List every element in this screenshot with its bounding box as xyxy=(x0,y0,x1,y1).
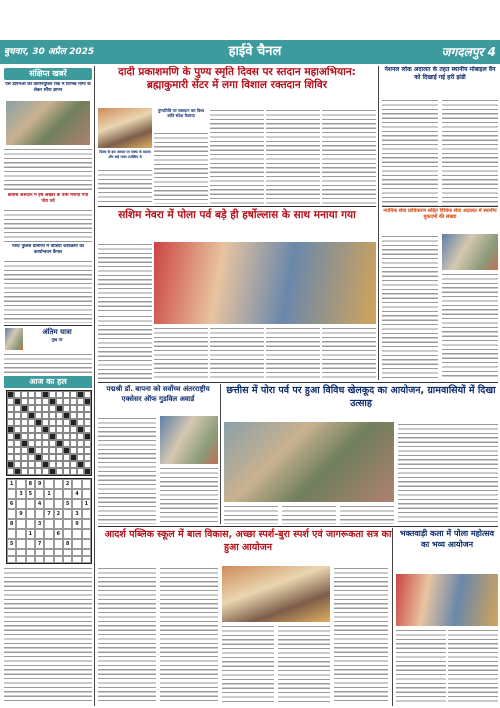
crossword-cell xyxy=(56,447,63,454)
school-body-col3 xyxy=(222,624,274,704)
crossword-cell xyxy=(56,454,63,461)
crossword-cell xyxy=(14,426,21,433)
crossword-cell xyxy=(70,447,77,454)
crossword-cell xyxy=(56,468,63,475)
crossword-cell xyxy=(14,461,21,468)
crossword-cell xyxy=(49,391,56,398)
bhajan-headline: भक्तवाड़ी कला में पोला महोत्सव का भव्य आयोजन xyxy=(399,529,495,549)
crossword-cell xyxy=(84,433,91,440)
crossword-cell xyxy=(70,454,77,461)
crossword-cell xyxy=(49,433,56,440)
lead-body-col5 xyxy=(322,108,376,204)
crossword-cell xyxy=(49,454,56,461)
crossword-cell xyxy=(42,419,49,426)
sudoku-cell xyxy=(72,479,81,489)
crossword-cell xyxy=(28,454,35,461)
sudoku-cell xyxy=(54,519,63,529)
crossword-cell xyxy=(70,426,77,433)
school-photo xyxy=(222,566,330,622)
sudoku-cell xyxy=(54,499,63,509)
crossword-cell xyxy=(21,440,28,447)
crossword-cell xyxy=(28,405,35,412)
crossword-cell xyxy=(42,461,49,468)
sudoku-cell xyxy=(16,556,25,563)
school-body-col1 xyxy=(98,566,156,704)
crossword-cell xyxy=(56,461,63,468)
crossword-cell xyxy=(56,440,63,447)
chhattisgarh-festival-headline: छत्तीस में पोरा पर्व पर हुआ विविध खेलकूद का आयोजन, ग्रामवासियों में दिखा उत्साह xyxy=(226,385,496,409)
festival-body-col4 xyxy=(210,326,264,380)
sudoku-cell xyxy=(16,529,25,539)
sudoku-cell xyxy=(44,556,53,563)
crossword-cell xyxy=(14,412,21,419)
sudoku-cell xyxy=(16,479,25,489)
crossword-cell xyxy=(77,412,84,419)
crossword-cell xyxy=(14,447,21,454)
crossword-cell xyxy=(7,398,14,405)
sudoku-cell xyxy=(82,529,91,539)
crossword-cell xyxy=(63,391,70,398)
sudoku-cell xyxy=(54,479,63,489)
crossword-cell xyxy=(35,454,42,461)
crossword-cell xyxy=(28,461,35,468)
divider xyxy=(98,206,376,207)
sudoku-cell xyxy=(16,519,25,529)
crossword-cell xyxy=(84,412,91,419)
sudoku-cell xyxy=(82,519,91,529)
lead-body-col3 xyxy=(210,108,264,204)
sudoku-cell xyxy=(7,556,16,563)
crossword-cell xyxy=(63,405,70,412)
sudoku-cell: 1 xyxy=(26,529,35,539)
lead-inset-photo xyxy=(98,108,152,148)
crossword-cell xyxy=(56,419,63,426)
crossword-cell xyxy=(14,419,21,426)
sudoku-cell xyxy=(35,549,44,556)
divider xyxy=(98,382,498,383)
crossword-cell xyxy=(70,398,77,405)
crossword-cell xyxy=(77,468,84,475)
crossword-cell xyxy=(70,461,77,468)
sudoku-cell: 6 xyxy=(7,499,16,509)
sudoku-cell xyxy=(72,499,81,509)
sudoku-cell: 3 xyxy=(16,489,25,499)
sudoku-cell xyxy=(63,529,72,539)
crossword-cell xyxy=(84,468,91,475)
obituary-headline: अंतिम यात्रा xyxy=(42,328,72,336)
sudoku-cell xyxy=(44,479,53,489)
crossword-cell xyxy=(84,461,91,468)
newspaper-title: हाईवे चैनल xyxy=(228,44,282,59)
sudoku-solution-grid xyxy=(6,478,92,564)
crossword-cell xyxy=(35,461,42,468)
crossword-cell xyxy=(14,433,21,440)
crossword-cell xyxy=(21,433,28,440)
sudoku-cell xyxy=(82,556,91,563)
sudoku-cell xyxy=(54,556,63,563)
puzzle-solution-title: आज का हल xyxy=(4,376,92,388)
crossword-cell xyxy=(21,461,28,468)
sudoku-cell xyxy=(35,509,44,519)
crossword-cell xyxy=(42,440,49,447)
crossword-cell xyxy=(49,412,56,419)
sudoku-cell xyxy=(44,529,53,539)
lead-subhead: पुण्यतिथि पर रक्तदान कर विश्व शांति संदेश फैलाया xyxy=(157,108,205,118)
brief1-headline: एस डीएमओ की प्रतिनियुक्ति रोक में विभिन्न मांगों के लेकर सौंपा ज्ञापन xyxy=(5,82,91,93)
divider xyxy=(382,206,498,207)
crossword-cell xyxy=(14,468,21,475)
crossword-cell xyxy=(21,454,28,461)
sudoku-cell xyxy=(63,549,72,556)
crossword-cell xyxy=(77,454,84,461)
sudoku-cell xyxy=(35,489,44,499)
crossword-cell xyxy=(84,426,91,433)
crossword-cell xyxy=(7,461,14,468)
sudoku-cell xyxy=(72,529,81,539)
crossword-cell xyxy=(21,468,28,475)
bhajan-body-col1 xyxy=(396,628,446,704)
sudoku-cell: 6 xyxy=(54,529,63,539)
crossword-cell xyxy=(84,419,91,426)
lead-body-col2 xyxy=(154,131,208,204)
divider xyxy=(98,526,498,527)
crossword-cell xyxy=(7,440,14,447)
sudoku-cell xyxy=(44,519,53,529)
crossword-cell xyxy=(7,412,14,419)
crossword-cell xyxy=(42,468,49,475)
crossword-cell xyxy=(28,398,35,405)
crossword-cell xyxy=(84,447,91,454)
sudoku-cell xyxy=(44,549,53,556)
award-headline: पद्मश्री डॉ. बापना को सर्वोच्च अंतरराष्ट्रीय एक्सेसर ऑफ गुडविल अवार्ड xyxy=(106,385,210,403)
sudoku-cell xyxy=(54,549,63,556)
sudoku-cell: 1 xyxy=(82,499,91,509)
sudoku-cell: 4 xyxy=(72,489,81,499)
brief1-body xyxy=(4,147,92,191)
crossword-cell xyxy=(7,433,14,440)
crossword-cell xyxy=(14,391,21,398)
legal-service-photo xyxy=(442,234,498,270)
crossword-cell xyxy=(70,440,77,447)
crossword-cell xyxy=(77,398,84,405)
sudoku-cell: 8 xyxy=(63,539,72,549)
crossword-cell xyxy=(35,405,42,412)
sudoku-cell: 5 xyxy=(26,489,35,499)
lead-body-col4 xyxy=(266,108,320,204)
sudoku-cell xyxy=(26,539,35,549)
school-body-col2 xyxy=(160,566,218,704)
obituary-portrait xyxy=(5,328,23,350)
school-body-col5 xyxy=(334,566,388,704)
sudoku-cell xyxy=(7,509,16,519)
crossword-cell xyxy=(70,419,77,426)
crossword-cell xyxy=(49,461,56,468)
sudoku-cell: 4 xyxy=(35,499,44,509)
sudoku-cell xyxy=(26,549,35,556)
sudoku-cell: 7 xyxy=(35,539,44,549)
left-bottom-text xyxy=(4,566,92,704)
crossword-cell xyxy=(63,461,70,468)
crossword-cell xyxy=(14,454,21,461)
crossword-cell xyxy=(35,419,42,426)
sudoku-cell: 1 xyxy=(7,479,16,489)
crossword-cell xyxy=(70,391,77,398)
crossword-cell xyxy=(7,405,14,412)
bhajan-photo xyxy=(396,574,498,626)
sudoku-cell: 3 xyxy=(72,509,81,519)
crossword-cell xyxy=(84,398,91,405)
legal-service-headline: न्यायिक सेवा प्राधिकरण सहित विधिक सेवा अदालत में स्थानीय मुकदमों की संख्या xyxy=(383,208,497,221)
column-divider xyxy=(94,66,95,706)
crossword-cell xyxy=(28,468,35,475)
sudoku-cell xyxy=(35,556,44,563)
festival-body-col3 xyxy=(154,326,208,380)
crossword-cell xyxy=(7,419,14,426)
sudoku-cell: 3 xyxy=(35,519,44,529)
crossword-cell xyxy=(84,440,91,447)
festival-photo xyxy=(154,242,376,324)
crossword-cell xyxy=(56,426,63,433)
crossword-cell xyxy=(35,391,42,398)
crossword-cell xyxy=(21,426,28,433)
sudoku-cell xyxy=(26,519,35,529)
crossword-cell xyxy=(49,447,56,454)
crossword-cell xyxy=(35,412,42,419)
sudoku-cell xyxy=(63,519,72,529)
crossword-cell xyxy=(42,405,49,412)
sudoku-cell xyxy=(44,539,53,549)
crossword-cell xyxy=(28,426,35,433)
brief2-body xyxy=(4,208,92,242)
crossword-cell xyxy=(21,391,28,398)
crossword-cell xyxy=(70,405,77,412)
crossword-cell xyxy=(63,454,70,461)
sudoku-cell xyxy=(54,489,63,499)
crossword-cell xyxy=(14,405,21,412)
obituary-body xyxy=(4,352,92,374)
sudoku-cell xyxy=(26,509,35,519)
crossword-cell xyxy=(35,468,42,475)
sudoku-cell: 1 xyxy=(44,489,53,499)
crossword-cell xyxy=(28,412,35,419)
crossword-cell xyxy=(49,426,56,433)
chhattisgarh-body-col3 xyxy=(340,504,394,524)
crossword-cell xyxy=(35,440,42,447)
column-divider xyxy=(392,528,393,706)
sudoku-cell xyxy=(16,549,25,556)
lok-adalat-body-col1 xyxy=(382,98,438,206)
crossword-cell xyxy=(28,433,35,440)
crossword-cell xyxy=(63,419,70,426)
sudoku-cell xyxy=(26,499,35,509)
sudoku-cell xyxy=(44,499,53,509)
sudoku-cell xyxy=(26,556,35,563)
festival-body-col5 xyxy=(266,326,320,380)
sudoku-cell xyxy=(7,489,16,499)
crossword-cell xyxy=(14,440,21,447)
sudoku-cell xyxy=(82,489,91,499)
column-divider xyxy=(378,66,379,380)
sudoku-cell xyxy=(7,549,16,556)
crossword-cell xyxy=(84,454,91,461)
crossword-cell xyxy=(42,398,49,405)
sudoku-cell xyxy=(16,499,25,509)
crossword-cell xyxy=(14,398,21,405)
crossword-cell xyxy=(84,391,91,398)
sudoku-cell xyxy=(63,556,72,563)
crossword-cell xyxy=(7,391,14,398)
crossword-cell xyxy=(70,468,77,475)
festival-body-col2 xyxy=(98,314,152,380)
crossword-cell xyxy=(7,468,14,475)
school-headline: आदर्श पब्लिक स्कूल में बाल विकास, अच्छा स्पर्श-बुरा स्पर्श एवं जागरूकता सत्र का हुआ आयोजन xyxy=(104,529,392,553)
sudoku-cell xyxy=(82,479,91,489)
edition-city: जगदलपुर 4 xyxy=(441,45,496,59)
divider xyxy=(4,325,92,326)
crossword-cell xyxy=(42,426,49,433)
brief-news-box-title: संक्षिप्त खबरें xyxy=(4,68,92,80)
obituary-subhead: मुख पर xyxy=(51,337,63,342)
chhattisgarh-body-col2 xyxy=(282,504,336,524)
brief2-headline: छत्तीस अंशदान में हर्ष अख्तर के पास मनाया गया पोरा पर्व xyxy=(7,193,89,204)
crossword-cell xyxy=(77,440,84,447)
bhajan-body-col2 xyxy=(448,628,498,704)
lead-body-col1 xyxy=(98,168,152,204)
crossword-cell xyxy=(7,447,14,454)
school-body-col4 xyxy=(278,624,330,704)
sudoku-cell: 5 xyxy=(63,499,72,509)
sudoku-cell: 9 xyxy=(72,519,81,529)
crossword-cell xyxy=(56,412,63,419)
crossword-cell xyxy=(35,426,42,433)
crossword-cell xyxy=(42,447,49,454)
crossword-cell xyxy=(77,419,84,426)
sudoku-cell xyxy=(82,509,91,519)
crossword-cell xyxy=(77,405,84,412)
sudoku-cell: 9 xyxy=(16,509,25,519)
crossword-cell xyxy=(70,433,77,440)
crossword-cell xyxy=(63,447,70,454)
crossword-cell xyxy=(42,454,49,461)
crossword-cell xyxy=(35,433,42,440)
lok-adalat-body-col2 xyxy=(442,98,498,206)
lead-inset-caption: दिवस के इस अवसर पर संस्था के सदस्य और कई भक्त उपस्थित थे xyxy=(99,150,151,159)
sudoku-cell xyxy=(63,489,72,499)
crossword-cell xyxy=(70,412,77,419)
lead-headline: दादी प्रकाशमणि के पुण्य स्मृति दिवस पर स्तदान महाअभियान: ब्रह्माकुमारी सेंटर में लगा विशाल रक्तदान शिविर xyxy=(118,66,356,91)
crossword-cell xyxy=(21,419,28,426)
crossword-cell xyxy=(7,454,14,461)
crossword-cell xyxy=(77,391,84,398)
sudoku-cell xyxy=(16,539,25,549)
sudoku-cell: 5 xyxy=(7,539,16,549)
crossword-cell xyxy=(63,426,70,433)
crossword-cell xyxy=(63,440,70,447)
crossword-cell xyxy=(56,405,63,412)
brief3-headline: पेशेंट पुलिस ग्रामीणों में वीडियो कार्यक्रमों का कार्यान्वयन कैंपस xyxy=(12,244,84,255)
sudoku-cell: 2 xyxy=(63,479,72,489)
sudoku-cell xyxy=(7,529,16,539)
crossword-cell xyxy=(77,447,84,454)
crossword-cell xyxy=(35,447,42,454)
award-photo xyxy=(160,416,218,464)
sudoku-cell xyxy=(82,539,91,549)
sudoku-cell xyxy=(35,529,44,539)
crossword-cell xyxy=(63,433,70,440)
festival-body-col1 xyxy=(98,242,152,312)
sudoku-cell xyxy=(63,509,72,519)
sudoku-cell: 7 xyxy=(44,509,53,519)
festival-headline: सशिम नेवरा में पोला पर्व बड़े ही हर्षोल्लास के साथ मनाया गया xyxy=(118,209,356,221)
crossword-cell xyxy=(42,433,49,440)
crossword-cell xyxy=(63,468,70,475)
chhattisgarh-photo xyxy=(224,422,394,502)
crossword-cell xyxy=(21,398,28,405)
crossword-cell xyxy=(56,433,63,440)
chhattisgarh-body-col4 xyxy=(398,422,498,524)
crossword-cell xyxy=(49,468,56,475)
crossword-cell xyxy=(56,398,63,405)
crossword-cell xyxy=(28,419,35,426)
crossword-cell xyxy=(49,398,56,405)
lok-adalat-headline: नेशनल लोक अदालत के तहत स्थानीय मोबाइल वैन को दिखाई गई हरी झंडी xyxy=(384,66,496,81)
crossword-cell xyxy=(49,440,56,447)
crossword-cell xyxy=(77,461,84,468)
brief3-body xyxy=(4,259,92,323)
issue-date: बुधवार, 30 अप्रैल 2025 xyxy=(4,47,95,57)
column-divider xyxy=(220,384,221,524)
crossword-cell xyxy=(56,391,63,398)
crossword-cell xyxy=(49,405,56,412)
crossword-cell xyxy=(35,398,42,405)
crossword-cell xyxy=(28,440,35,447)
sudoku-cell xyxy=(72,556,81,563)
festival-body-col6 xyxy=(322,326,376,380)
sudoku-cell xyxy=(82,549,91,556)
crossword-cell xyxy=(42,391,49,398)
crossword-cell xyxy=(63,412,70,419)
chhattisgarh-body-col1 xyxy=(224,504,278,524)
crossword-cell xyxy=(77,426,84,433)
sudoku-cell: 2 xyxy=(54,509,63,519)
sudoku-cell xyxy=(72,539,81,549)
award-body-col1 xyxy=(98,416,156,524)
crossword-cell xyxy=(7,426,14,433)
crossword-cell xyxy=(21,412,28,419)
crossword-cell xyxy=(28,391,35,398)
sudoku-cell xyxy=(72,549,81,556)
crossword-cell xyxy=(42,412,49,419)
crossword-cell xyxy=(28,447,35,454)
sudoku-cell: 8 xyxy=(26,479,35,489)
crossword-solution-grid xyxy=(6,390,92,476)
sudoku-cell: 8 xyxy=(7,519,16,529)
crossword-cell xyxy=(21,447,28,454)
crossword-cell xyxy=(77,433,84,440)
crossword-cell xyxy=(84,405,91,412)
crossword-cell xyxy=(21,405,28,412)
sudoku-cell xyxy=(54,539,63,549)
crossword-cell xyxy=(63,398,70,405)
legal-service-body-col1 xyxy=(382,234,438,378)
crossword-cell xyxy=(49,419,56,426)
award-body-col2 xyxy=(160,466,218,524)
sudoku-cell: 9 xyxy=(35,479,44,489)
brief1-photo xyxy=(6,101,90,145)
legal-service-body-col2 xyxy=(442,272,498,378)
